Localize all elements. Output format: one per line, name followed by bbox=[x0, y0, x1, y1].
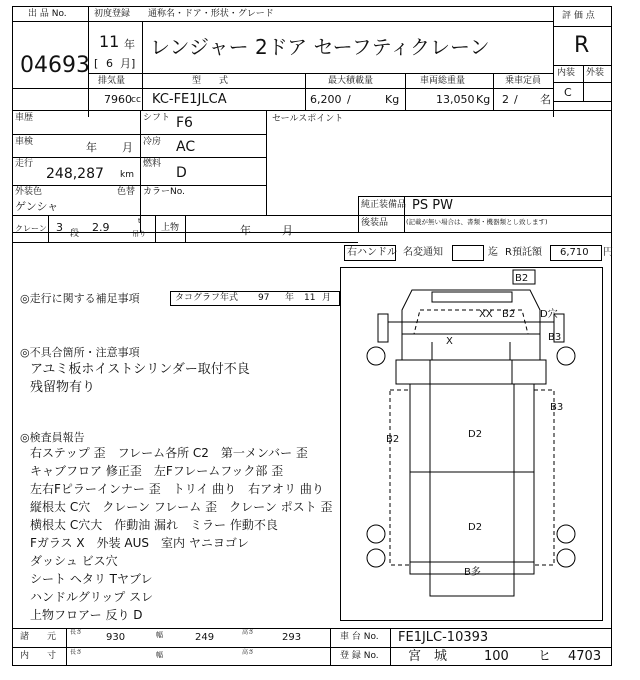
front-bumper bbox=[432, 292, 512, 302]
upper-label: 上物 bbox=[161, 223, 180, 233]
inspector-line: Fガラス X 外装 AUS 室内 ヤニヨゴレ bbox=[30, 536, 249, 550]
length-label: 長さ bbox=[70, 629, 83, 636]
vehicle-name: レンジャー 2ドア セーフティクレーン bbox=[150, 35, 490, 59]
aftermarket-label: 後装品 bbox=[361, 218, 389, 228]
grid-line bbox=[12, 628, 612, 629]
length-value: 930 bbox=[106, 632, 126, 643]
mileage-unit: km bbox=[120, 170, 134, 180]
capacity-label: 乗車定員 bbox=[505, 76, 542, 86]
grid-line bbox=[12, 134, 266, 135]
defect-line: 残留物有り bbox=[30, 380, 96, 395]
name-change-label: 名変通知 bbox=[403, 247, 443, 258]
grid-line bbox=[66, 628, 67, 666]
rear-right-wheel-2 bbox=[557, 549, 575, 567]
crane-ton-unit: t bbox=[138, 217, 141, 225]
rear-left-wheel bbox=[367, 525, 385, 543]
r-unit: 円 bbox=[603, 247, 613, 258]
interior-length-label: 長さ bbox=[70, 649, 83, 656]
left-mirror bbox=[378, 314, 388, 342]
inspector-title: ◎検査員報告 bbox=[20, 431, 85, 444]
mileage-label: 走行 bbox=[15, 159, 34, 169]
chassis-value: FE1JLC-10393 bbox=[398, 630, 489, 645]
grid-line bbox=[405, 73, 406, 110]
width-value: 249 bbox=[195, 632, 215, 643]
grid-line bbox=[330, 628, 331, 666]
grid-line bbox=[390, 628, 391, 666]
damage-mark: D2 bbox=[468, 429, 483, 440]
inspection-year: 年 bbox=[86, 141, 97, 154]
max-load-sep: / bbox=[347, 93, 351, 106]
upper-month: 月 bbox=[282, 224, 293, 237]
damage-mark: XX bbox=[479, 309, 493, 320]
grid-line bbox=[12, 157, 266, 158]
grid-line bbox=[88, 73, 554, 74]
grid-line bbox=[12, 242, 358, 243]
chassis-label: 車 台 No. bbox=[340, 632, 379, 642]
plate-label: 登 録 No. bbox=[340, 651, 379, 661]
crane-stages: 3 bbox=[56, 221, 63, 234]
inspector-line: ダッシュ ビス穴 bbox=[30, 554, 118, 568]
tacho-month-unit: 月 bbox=[322, 293, 332, 303]
damage-mark: B3 bbox=[550, 402, 564, 413]
model-label: 型 式 bbox=[192, 76, 229, 86]
damage-mark: B2 bbox=[386, 434, 400, 445]
defect-title: ◎不具合箇所・注意事項 bbox=[20, 346, 140, 359]
interior-width-label: 幅 bbox=[156, 651, 163, 659]
upper-year: 年 bbox=[240, 224, 251, 237]
front-left-wheel bbox=[367, 347, 385, 365]
name-change-box bbox=[452, 245, 484, 261]
rear-right-wheel bbox=[557, 525, 575, 543]
grid-line bbox=[140, 110, 141, 232]
damage-mark: B2 bbox=[502, 309, 516, 320]
crane-hang: 吊り bbox=[132, 230, 146, 238]
color-label: 外装色 bbox=[15, 187, 43, 197]
max-load-unit: Kg bbox=[385, 93, 400, 106]
fuel-value: D bbox=[176, 165, 187, 181]
width-label: 幅 bbox=[156, 631, 163, 639]
plate-area: 宮 城 bbox=[408, 649, 448, 664]
grid-line bbox=[142, 21, 143, 73]
interior-height-label: 高さ bbox=[242, 649, 255, 656]
inspector-line: 縦根太 C穴 クレーン フレーム 歪 クレーン ポスト 歪 bbox=[30, 500, 333, 514]
height-value: 293 bbox=[282, 632, 302, 643]
grid-line bbox=[12, 88, 554, 89]
grid-line bbox=[583, 65, 584, 101]
cargo-bed bbox=[410, 384, 534, 574]
interior-grade: C bbox=[564, 86, 572, 99]
plate-number: 4703 bbox=[568, 649, 602, 664]
capacity-sep: / bbox=[514, 93, 518, 106]
first-reg-year: 11 bbox=[99, 32, 120, 51]
displacement-unit: cc bbox=[131, 95, 141, 105]
gross-weight-value: 13,050 bbox=[436, 93, 475, 106]
grid-line bbox=[553, 26, 612, 27]
damage-mark: X bbox=[446, 336, 453, 347]
inspector-line: 左右Fピラーインナー 歪 トリイ 曲り 右アオリ 曲り bbox=[30, 482, 324, 496]
gross-weight-unit: Kg bbox=[476, 93, 491, 106]
color-code-label: カラーNo. bbox=[143, 187, 185, 197]
grid-line bbox=[142, 73, 143, 110]
displacement-label: 排気量 bbox=[98, 76, 126, 86]
bed-right-side bbox=[534, 390, 554, 565]
model-value: KC-FE1JLCA bbox=[152, 92, 227, 107]
ac-value: AC bbox=[176, 139, 196, 155]
ac-label: 冷房 bbox=[143, 137, 162, 147]
damage-mark: B多 bbox=[464, 567, 481, 578]
rear-left-wheel-2 bbox=[367, 549, 385, 567]
first-reg-year-unit: 年 bbox=[124, 38, 135, 51]
tacho-month: 11 bbox=[304, 293, 316, 303]
handle-value: 右ハンドル bbox=[347, 247, 397, 258]
truck-diagram bbox=[340, 262, 612, 624]
grid-line bbox=[358, 196, 359, 232]
aftermarket-note: (記載が無い場合は、書類・機器類とし致します) bbox=[406, 218, 548, 226]
damage-mark: D2 bbox=[468, 522, 483, 533]
color-value: ゲンシャ bbox=[15, 200, 59, 213]
month-close: 月] bbox=[120, 57, 136, 70]
tacho-year-unit: 年 bbox=[285, 293, 295, 303]
lot-no-label: 出 品 No. bbox=[28, 9, 67, 19]
grid-line bbox=[12, 647, 612, 648]
color-no-label: 色替 bbox=[117, 187, 136, 197]
first-reg-label: 初度登録 bbox=[94, 9, 131, 19]
driving-title: ◎走行に関する補足事項 bbox=[20, 292, 140, 305]
grid-line bbox=[493, 73, 494, 110]
lot-no-value: 04693 bbox=[20, 53, 90, 78]
damage-mark: B3 bbox=[548, 332, 562, 343]
gross-weight-label: 車両総重量 bbox=[420, 76, 466, 86]
max-load-value: 6,200 bbox=[310, 93, 342, 106]
grid-line bbox=[185, 215, 186, 242]
damage-mark: D穴 bbox=[540, 309, 558, 320]
grid-line bbox=[553, 82, 612, 83]
inspector-line: 上物フロアー 反り D bbox=[30, 608, 143, 622]
grid-line bbox=[48, 215, 49, 242]
fuel-label: 燃料 bbox=[143, 159, 162, 169]
height-label: 高さ bbox=[242, 629, 255, 636]
inspector-line: 右ステップ 歪 フレーム各所 C2 第一メンバー 歪 bbox=[30, 446, 308, 460]
inspection-month: 月 bbox=[122, 141, 133, 154]
grid-line bbox=[553, 101, 612, 102]
bed-left-side bbox=[390, 390, 410, 565]
rating-label: 評 価 点 bbox=[562, 11, 595, 21]
max-load-label: 最大積載量 bbox=[328, 76, 374, 86]
inspector-line: キャブフロア 修正歪 左Fフレームフック部 歪 bbox=[30, 464, 284, 478]
grid-line bbox=[12, 110, 612, 111]
grid-line bbox=[305, 73, 306, 110]
grid-line bbox=[12, 215, 612, 216]
plate-kana: ヒ bbox=[538, 649, 552, 664]
grid-line bbox=[12, 21, 554, 22]
vehicle-name-label: 通称名・ドア・形状・グレード bbox=[148, 9, 274, 19]
capacity-unit: 名 bbox=[540, 93, 551, 106]
deadline-label: 迄 bbox=[488, 247, 498, 258]
tacho-label: タコグラフ年式 bbox=[175, 293, 239, 303]
inspector-line: ハンドルグリップ スレ bbox=[30, 590, 154, 604]
shift-label: シフト bbox=[143, 113, 171, 123]
crane-tons: 2.9 bbox=[92, 221, 110, 234]
displacement-value: 7960 bbox=[104, 93, 132, 106]
inspection-label: 車検 bbox=[15, 137, 34, 147]
chassis-frame bbox=[396, 360, 546, 384]
dims-label: 諸 元 bbox=[20, 632, 57, 642]
r-amount: 6,710 bbox=[560, 247, 589, 258]
interior-label: 内装 bbox=[557, 68, 576, 78]
history-label: 車歴 bbox=[15, 113, 34, 123]
grid-line bbox=[358, 196, 612, 197]
rating-value: R bbox=[574, 33, 590, 58]
plate-class: 100 bbox=[484, 649, 509, 664]
grid-line bbox=[155, 215, 156, 242]
tacho-year: 97 bbox=[258, 293, 270, 303]
capacity-value: 2 bbox=[502, 93, 509, 106]
exterior-label: 外装 bbox=[586, 68, 605, 78]
grid-line bbox=[12, 185, 266, 186]
damage-mark: B2 bbox=[515, 273, 529, 284]
defect-line: アユミ板ホイストシリンダー取付不良 bbox=[30, 362, 250, 377]
inspector-line: シート ヘタリ Tヤブレ bbox=[30, 572, 153, 586]
r-mileage-label: R預託額 bbox=[505, 247, 542, 258]
interior-dims-label: 内 寸 bbox=[20, 651, 57, 661]
crane-label: クレーン bbox=[15, 224, 47, 233]
grid-line bbox=[266, 110, 267, 215]
mileage-value: 248,287 bbox=[46, 166, 104, 182]
month-open: [ bbox=[94, 57, 99, 70]
crane-stage-unit: 段 bbox=[70, 229, 80, 239]
equipment-label: 純正装備品 bbox=[361, 200, 407, 210]
sales-point-label: セールスポイント bbox=[272, 114, 344, 124]
equipment-value: PS PW bbox=[412, 198, 453, 213]
first-reg-month: 6 bbox=[106, 57, 113, 70]
cab-outline bbox=[402, 290, 540, 360]
shift-value: F6 bbox=[176, 115, 193, 131]
front-right-wheel bbox=[557, 347, 575, 365]
inspector-line: 横根太 C穴大 作動油 漏れ ミラー 作動不良 bbox=[30, 518, 278, 532]
